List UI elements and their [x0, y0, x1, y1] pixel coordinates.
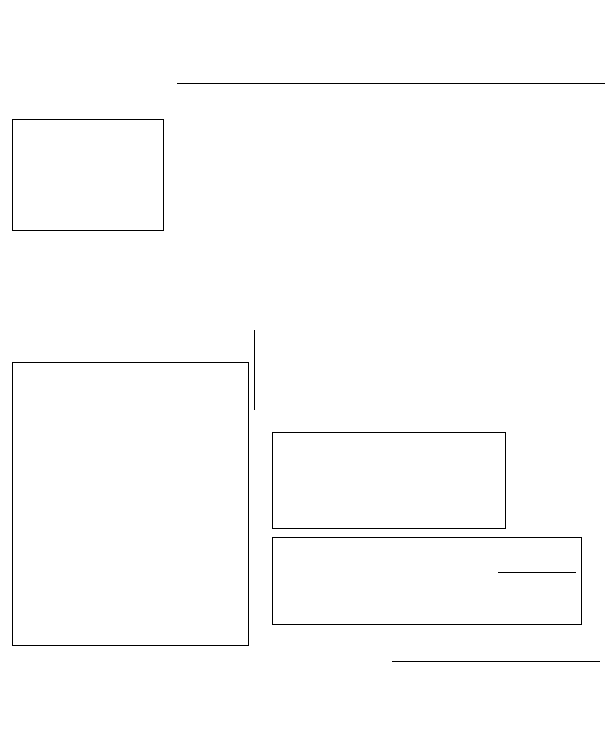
header-rule [177, 83, 605, 84]
drawer-cash-flow-box [12, 119, 164, 231]
bank-mtd-rule [498, 572, 576, 573]
bad-debt-left-rule [254, 330, 255, 410]
summary-rule [392, 661, 600, 662]
closed-loans-box [272, 432, 506, 529]
bank-deposit-box [272, 537, 582, 625]
deposit-cash-flow-box [12, 362, 249, 646]
